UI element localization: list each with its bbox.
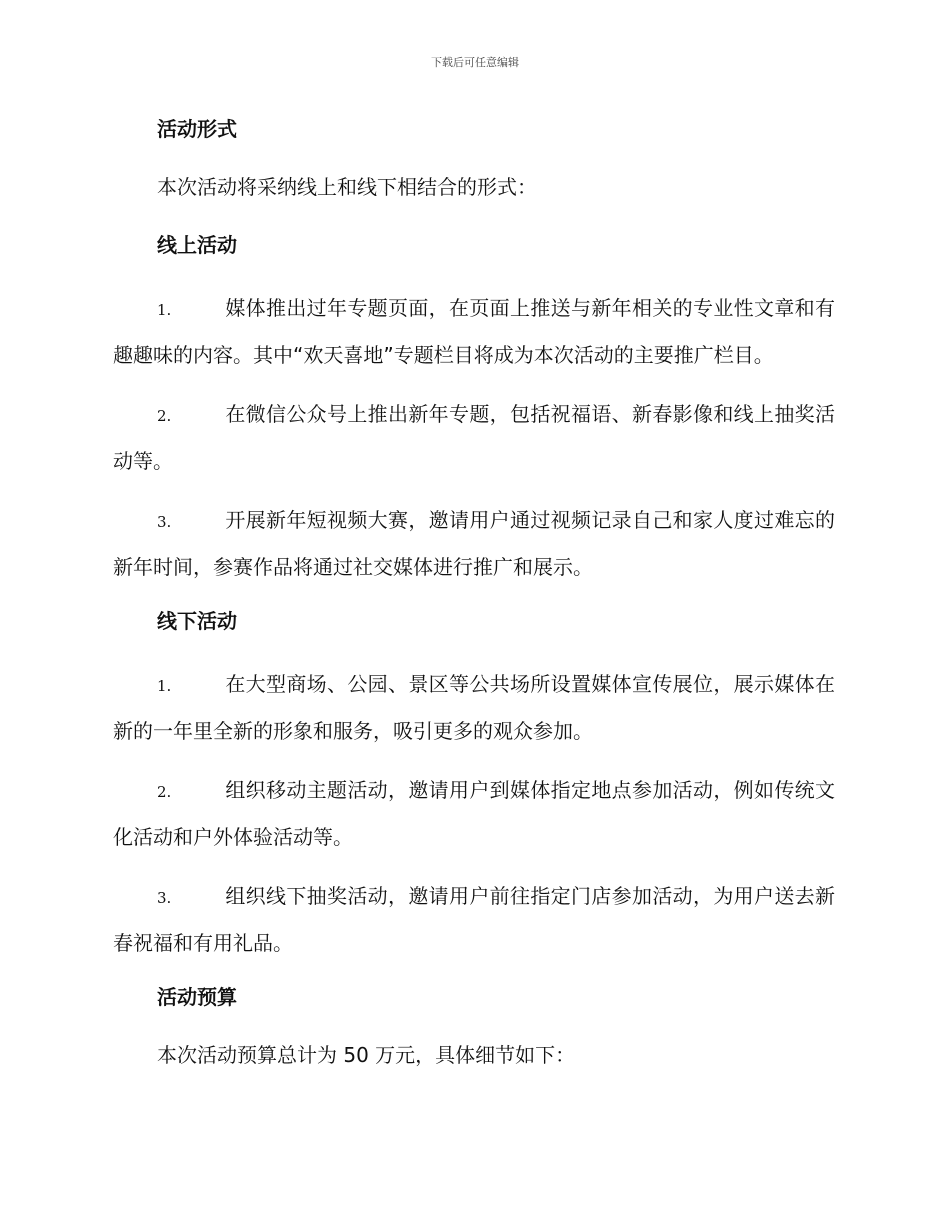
list-item-text: 在微信公众号上推出新年专题，包括祝福语、新春影像和线上抽奖活动等。 <box>113 402 835 473</box>
list-number: 3. <box>157 513 172 531</box>
list-item-text: 在大型商场、公园、景区等公共场所设置媒体宣传展位，展示媒体在新的一年里全新的形象和服务，吸引更多的观众参加。 <box>113 672 835 743</box>
list-item-text: 媒体推出过年专题页面，在页面上推送与新年相关的专业性文章和有趣趣味的内容。其中“欢天喜地”专题栏目将成为本次活动的主要推广栏目。 <box>113 296 835 367</box>
list-number: 3. <box>157 889 172 907</box>
activity-form-intro: 本次活动将采纳线上和线下相结合的形式： <box>157 175 537 199</box>
section-heading-offline: 线下活动 <box>157 609 237 633</box>
list-number: 1. <box>157 301 172 319</box>
online-list-item <box>113 286 835 378</box>
list-number: 2. <box>157 783 172 801</box>
list-number: 1. <box>157 677 172 695</box>
budget-intro: 本次活动预算总计为 50 万元，具体细节如下： <box>157 1043 576 1067</box>
list-item-text: 开展新年短视频大赛，邀请用户通过视频记录自己和家人度过难忘的新年时间，参赛作品将通过社交媒体进行推广和展示。 <box>113 508 835 579</box>
section-heading-online: 线上活动 <box>157 233 237 257</box>
section-heading-budget: 活动预算 <box>157 985 237 1009</box>
offline-list-item <box>113 768 835 860</box>
online-list-item <box>113 392 835 484</box>
online-list-item <box>113 498 835 590</box>
list-item-text: 组织移动主题活动，邀请用户到媒体指定地点参加活动，例如传统文化活动和户外体验活动等。 <box>113 778 835 849</box>
section-heading-activity-form: 活动形式 <box>157 117 237 141</box>
offline-list-item <box>113 874 835 966</box>
page-header: 下载后可任意编辑 <box>431 56 519 69</box>
list-number: 2. <box>157 407 172 425</box>
document-body <box>113 112 835 1096</box>
list-item-text: 组织线下抽奖活动，邀请用户前往指定门店参加活动，为用户送去新春祝福和有用礼品。 <box>113 884 835 955</box>
offline-list-item <box>113 662 835 754</box>
